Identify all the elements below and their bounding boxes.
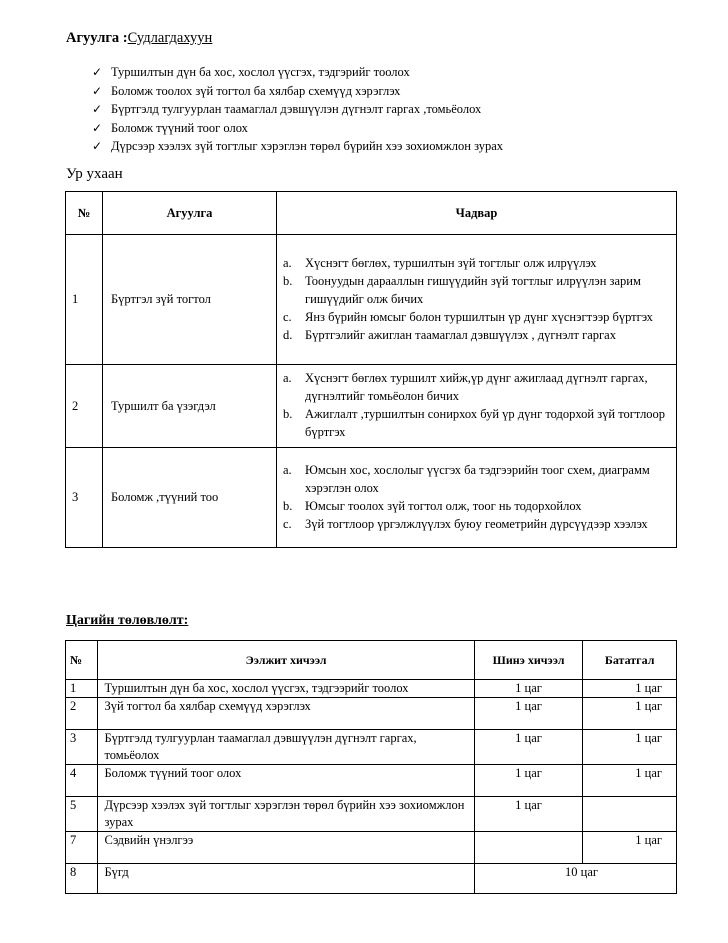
skills-row xyxy=(66,448,677,548)
skills-row xyxy=(66,235,677,365)
skills-table xyxy=(65,191,677,548)
schedule-row-num: 7 xyxy=(66,832,98,864)
checklist-item-text: Бүртгэлд тулгуурлан таамаглал дэвшүүлэн дүгнэлт гаргах ,томьёолох xyxy=(111,102,482,116)
checklist-item-text: Туршилтын дүн ба хос, хослол үүсгэх, тэдгэрийг тоолох xyxy=(111,65,410,79)
schedule-header-lesson: Ээлжит хичээл xyxy=(98,641,474,680)
ability-text: Бүртгэлийг ажиглан таамаглал дэвшүүлэх , дүгнэлт гаргах xyxy=(305,327,616,342)
schedule-total-row xyxy=(66,864,677,894)
schedule-row-lesson: Бүгд xyxy=(98,864,474,894)
checklist-item-text: Боломж тоолох зүй тогтол ба хялбар схемүүд хэрэглэх xyxy=(111,83,401,98)
content-heading xyxy=(66,30,212,47)
ability-item xyxy=(283,272,672,308)
schedule-row-review: 1 цаг xyxy=(583,765,677,797)
schedule-row-review: 1 цаг xyxy=(583,680,677,698)
ability-text: Хүснэгт бөглөх туршилт хийж,үр дүнг ажиглаад дүгнэлт гаргах, дүгнэлтийг томьёолон бичих xyxy=(305,371,648,403)
ability-text: Юмсын хос, хослолыг үүсгэх ба тэдгээрийн тоог схем, диаграмм хэрэглэн олох xyxy=(305,462,650,495)
ability-text: Янз бүрийн юмсыг болон туршилтын үр дүнг хүснэгтээр бүртгэх xyxy=(305,309,653,324)
schedule-row-num: 5 xyxy=(66,797,98,832)
schedule-row xyxy=(66,698,677,730)
schedule-row-new: 1 цаг xyxy=(474,730,583,765)
schedule-row-new xyxy=(474,832,583,864)
skills-row-abilities xyxy=(277,448,677,548)
schedule-row-num: 1 xyxy=(66,680,98,698)
schedule-row-num: 2 xyxy=(66,698,98,730)
ability-marker: a. xyxy=(283,462,292,477)
ability-item xyxy=(283,405,672,441)
schedule-row-num: 4 xyxy=(66,765,98,797)
checklist-item xyxy=(92,63,503,82)
skills-row-num: 3 xyxy=(66,448,103,548)
schedule-row-lesson: Дүрсээр хээлэх зүй тогтлыг хэрэглэн төрөл бүрийн хээ зохиомжлон зурах xyxy=(98,797,474,832)
ability-list xyxy=(283,461,672,533)
ability-text: Тоонуудын дарааллын гишүүдийн зүй тогтлыг илрүүлэн зарим гишүүдийг олж бичих xyxy=(305,273,641,306)
schedule-row-lesson: Боломж түүний тоог олох xyxy=(98,765,474,797)
ability-marker: c. xyxy=(283,309,292,324)
content-label: Агуулга : xyxy=(66,30,128,46)
ability-list xyxy=(283,369,672,441)
schedule-row xyxy=(66,680,677,698)
ability-item xyxy=(283,369,672,405)
skills-row-abilities xyxy=(277,235,677,365)
ability-marker: d. xyxy=(283,327,293,342)
skills-row-num: 2 xyxy=(66,365,103,448)
schedule-section-title: Цагийн төлөвлөлт: xyxy=(66,613,189,628)
ability-item xyxy=(283,497,672,515)
ability-marker: a. xyxy=(283,371,292,385)
content-checklist xyxy=(92,63,503,156)
checklist-item-text: Дүрсээр хээлэх зүй тогтлыг хэрэглэн төрөл бүрийн хээ зохиомжлон зурах xyxy=(111,139,504,153)
content-title: Судлагдахуун xyxy=(127,30,213,46)
check-mark-icon: ✓ xyxy=(92,120,103,135)
check-mark-icon: ✓ xyxy=(92,139,103,153)
schedule-header-new: Шинэ хичээл xyxy=(474,641,583,680)
checklist-item xyxy=(92,119,503,138)
ability-marker: c. xyxy=(283,516,292,531)
schedule-header-num: № xyxy=(66,641,98,680)
ability-item xyxy=(283,461,672,497)
skills-row-abilities xyxy=(277,365,677,448)
ability-text: Хүснэгт бөглөх, туршилтын зүй тогтлыг олж илрүүлэх xyxy=(305,255,597,270)
schedule-row-lesson: Туршилтын дүн ба хос, хослол үүсгэх, тэдгээрийг тоолох xyxy=(98,680,474,698)
checklist-item xyxy=(92,100,503,119)
skills-row xyxy=(66,365,677,448)
schedule-row-new: 1 цаг xyxy=(474,698,583,730)
checklist-item-text: Боломж түүний тоог олох xyxy=(111,120,248,135)
schedule-row-lesson: Зүй тогтол ба хялбар схемүүд хэрэглэх xyxy=(98,698,474,730)
ability-text: Зүй тогтлоор үргэлжлүүлэх буюу геометрийн дүрсүүдээр хээлэх xyxy=(305,516,648,531)
schedule-row-review: 1 цаг xyxy=(583,730,677,765)
schedule-row xyxy=(66,765,677,797)
schedule-row-num: 3 xyxy=(66,730,98,765)
skills-row-topic: Бүртгэл зүй тогтол xyxy=(103,235,277,365)
ability-marker: b. xyxy=(283,273,293,288)
schedule-row xyxy=(66,832,677,864)
schedule-total-hours: 10 цаг xyxy=(474,864,676,894)
schedule-row-review: 1 цаг xyxy=(583,832,677,864)
schedule-row-lesson: Сэдвийн үнэлгээ xyxy=(98,832,474,864)
schedule-header-review: Бататгал xyxy=(583,641,677,680)
ability-item xyxy=(283,254,672,272)
check-mark-icon: ✓ xyxy=(92,65,103,79)
schedule-table xyxy=(65,640,677,894)
schedule-row-lesson: Бүртгэлд тулгуурлан таамаглал дэвшүүлэн дүгнэлт гаргах, томьёолох xyxy=(98,730,474,765)
ability-list xyxy=(283,254,672,344)
schedule-row-review: 1 цаг xyxy=(583,698,677,730)
ability-item xyxy=(283,308,672,326)
skills-row-num: 1 xyxy=(66,235,103,365)
skills-header-ability: Чадвар xyxy=(277,192,677,235)
ability-text: Юмсыг тоолох зүй тогтол олж, тоог нь тодорхойлох xyxy=(305,498,582,513)
schedule-row-num: 8 xyxy=(66,864,98,894)
skills-header-topic: Агуулга xyxy=(103,192,277,235)
skills-header-row xyxy=(66,192,677,235)
schedule-row xyxy=(66,797,677,832)
ability-marker: b. xyxy=(283,407,293,421)
ability-item xyxy=(283,326,672,344)
schedule-row xyxy=(66,730,677,765)
schedule-row-review xyxy=(583,797,677,832)
skills-header-num: № xyxy=(66,192,103,235)
schedule-row-new: 1 цаг xyxy=(474,797,583,832)
schedule-header-row xyxy=(66,641,677,680)
skills-section-title: Ур ухаан xyxy=(66,166,123,182)
checklist-item xyxy=(92,82,503,101)
ability-text: Ажиглалт ,туршилтын сонирхох буй үр дүнг тодорхой зүй тогтлоор бүртгэх xyxy=(305,407,666,439)
ability-marker: a. xyxy=(283,255,292,270)
schedule-row-new: 1 цаг xyxy=(474,680,583,698)
check-mark-icon: ✓ xyxy=(92,102,103,116)
skills-row-topic: Туршилт ба үзэгдэл xyxy=(103,365,277,448)
schedule-row-new: 1 цаг xyxy=(474,765,583,797)
skills-row-topic: Боломж ,түүний тоо xyxy=(103,448,277,548)
ability-marker: b. xyxy=(283,498,293,513)
checklist-item xyxy=(92,137,503,156)
ability-item xyxy=(283,515,672,533)
check-mark-icon: ✓ xyxy=(92,83,103,98)
